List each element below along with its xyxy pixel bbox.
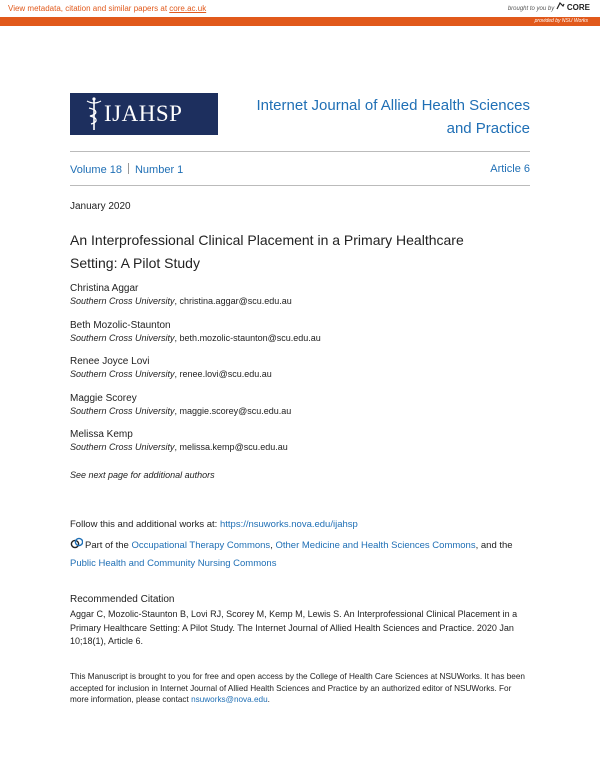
commons-link-occupational-therapy[interactable]: Occupational Therapy Commons <box>131 540 271 551</box>
commons-link-public-health[interactable]: Public Health and Community Nursing Commons <box>70 558 277 569</box>
affiliation-name: Southern Cross University <box>70 442 175 452</box>
open-access-icon <box>70 537 83 550</box>
core-link[interactable]: core.ac.uk <box>169 4 207 13</box>
author-entry <box>70 319 530 345</box>
divider-top <box>70 151 530 152</box>
author-affiliation <box>70 295 530 308</box>
affiliation-name: Southern Cross University <box>70 405 175 416</box>
author-email: , christina.aggar@scu.edu.au <box>174 296 292 306</box>
core-logo-icon <box>556 2 565 10</box>
metadata-prefix: View metadata, citation and similar papers at <box>8 4 170 13</box>
author-affiliation <box>70 405 530 418</box>
article-link[interactable]: Article 6 <box>490 163 530 175</box>
metadata-notice <box>8 4 206 13</box>
recommended-citation-text: Aggar C, Mozolic-Staunton B, Lovi RJ, Scorey M, Kemp M, Lewis S. An Interprofessional Clinical Placement in a Primary Healthcare Setting: A Pilot Study. The Internet Journal of Allied Health Sciences and Practice. 2020 Jan 10;18(1), Article 6. <box>70 609 518 646</box>
journal-title-line1: Internet Journal of Allied Health Sciences <box>256 97 530 114</box>
author-name: Renee Joyce Lovi <box>70 356 150 367</box>
part-of-prefix: Part of the <box>85 540 132 551</box>
journal-logo[interactable] <box>70 93 218 135</box>
author-email: , renee.lovi@scu.edu.au <box>174 369 272 379</box>
contact-email-link[interactable]: nsuworks@nova.edu <box>191 695 268 704</box>
author-name: Melissa Kemp <box>70 429 133 440</box>
affiliation-name: Southern Cross University <box>70 332 175 343</box>
number-link[interactable]: Number 1 <box>134 164 184 176</box>
author-email: , beth.mozolic-staunton@scu.edu.au <box>174 332 321 343</box>
journal-title-line2: and Practice <box>446 120 530 137</box>
brought-by-text: brought to you by <box>507 6 555 12</box>
volume-separator <box>128 163 129 174</box>
author-name: Beth Mozolic-Staunton <box>70 319 171 331</box>
volume-issue <box>70 163 183 176</box>
author-affiliation <box>70 332 530 345</box>
access-notice-text: This Manuscript is brought to you for free and open access by the College of Health Care Sciences at NSUWorks. It has been accepted for inclusion in Internet Journal of Allied Health Sciences and Practice by an authorized editor of NSUWorks. For more information, please contact <box>70 672 525 704</box>
affiliation-name: Southern Cross University <box>70 369 175 379</box>
volume-link[interactable]: Volume 18 <box>70 164 122 176</box>
divider-bottom <box>70 185 530 186</box>
recommended-citation-heading: Recommended Citation <box>70 594 175 605</box>
provider-bar <box>0 17 600 26</box>
author-affiliation <box>70 441 530 454</box>
author-entry <box>70 355 530 381</box>
access-notice-end: . <box>267 695 270 704</box>
repository-link[interactable]: https://nsuworks.nova.edu/ijahsp <box>219 519 358 530</box>
core-top-bar <box>0 0 600 18</box>
commons-link-other-medicine[interactable]: Other Medicine and Health Sciences Commons <box>275 540 476 551</box>
paper-title-line1: An Interprofessional Clinical Placement in a Primary Healthcare <box>70 232 464 248</box>
paper-title-line2: Setting: A Pilot Study <box>70 255 200 271</box>
part-of-line <box>70 537 540 573</box>
provided-by-text[interactable]: provided by NSU Works <box>534 18 588 24</box>
author-name: Christina Aggar <box>70 283 139 294</box>
brought-to-you-by <box>508 2 590 12</box>
author-entry <box>70 392 530 418</box>
author-email: , maggie.scorey@scu.edu.au <box>174 405 292 416</box>
author-entry <box>70 428 530 454</box>
logo-text: IJAHSP <box>104 101 183 126</box>
paper-title <box>70 229 530 275</box>
publication-date: January 2020 <box>70 201 131 212</box>
author-affiliation <box>70 368 530 381</box>
see-next-page-note: See next page for additional authors <box>70 470 215 480</box>
follow-prefix: Follow this and additional works at: <box>70 519 220 530</box>
access-notice <box>70 671 532 706</box>
author-name: Maggie Scorey <box>70 392 137 404</box>
author-email: , melissa.kemp@scu.edu.au <box>174 442 288 452</box>
journal-title[interactable] <box>230 94 530 140</box>
follow-line <box>70 519 358 530</box>
part-of-separator: , <box>270 540 276 551</box>
author-list <box>70 282 530 465</box>
author-entry <box>70 282 530 308</box>
caduceus-icon <box>82 96 106 132</box>
affiliation-name: Southern Cross University <box>70 296 175 306</box>
part-of-separator: , and the <box>475 540 513 551</box>
core-label[interactable]: CORE <box>566 3 590 12</box>
